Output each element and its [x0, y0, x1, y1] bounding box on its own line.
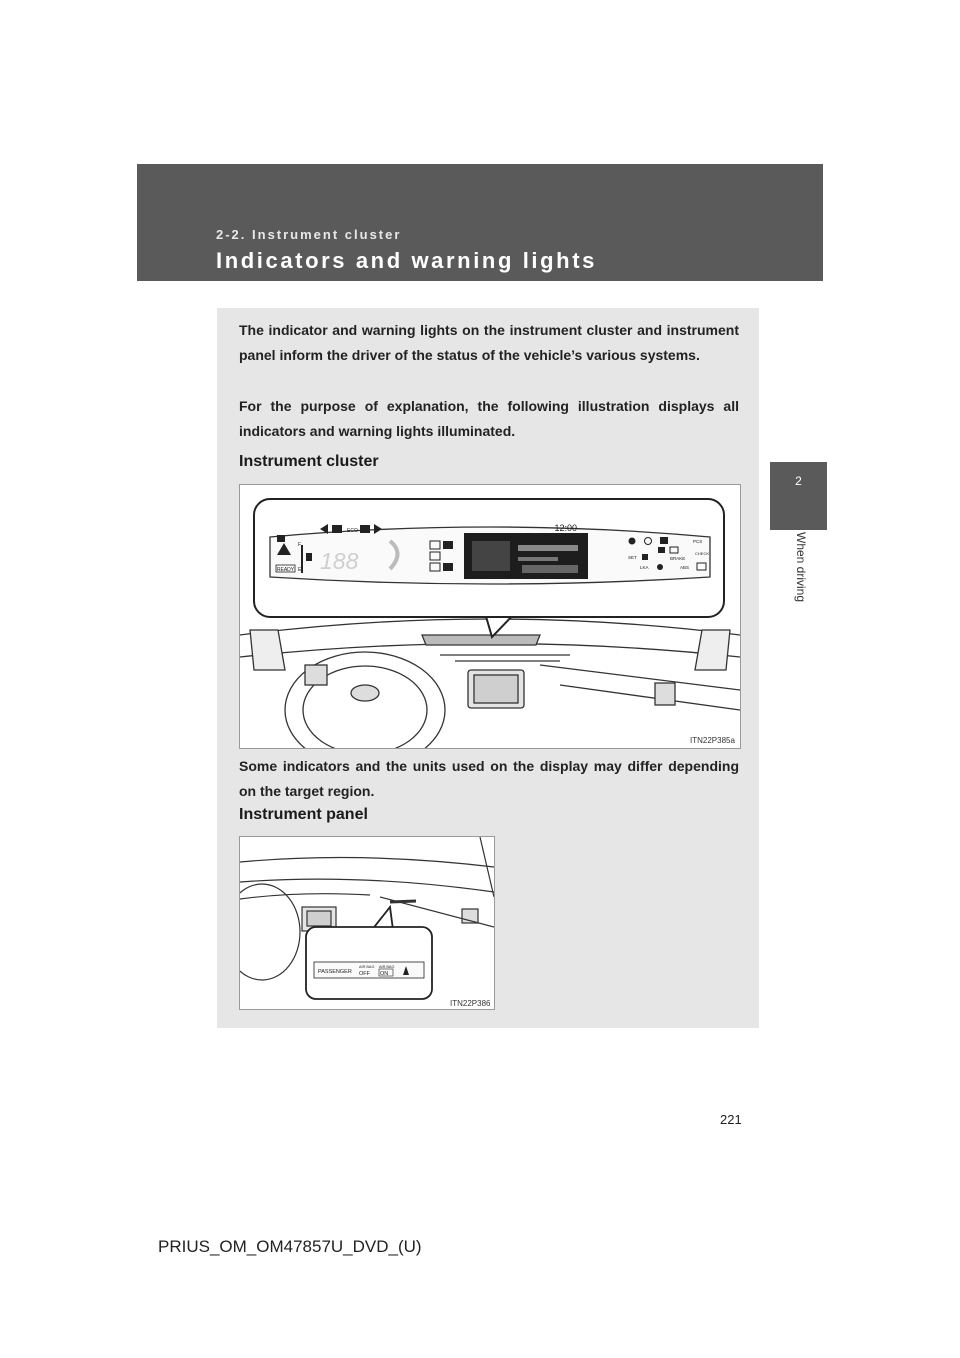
chapter-side-label-text: When driving — [794, 532, 808, 603]
chapter-side-label — [790, 532, 810, 632]
page-number: 221 — [720, 1112, 742, 1127]
shift-b-indicator — [443, 563, 453, 571]
footer-code: PRIUS_OM_OM47857U_DVD_(U) — [158, 1237, 422, 1256]
ready-label: READY — [276, 567, 295, 573]
chapter-tab-number: 2 — [795, 474, 802, 488]
lka-label: LKA — [640, 565, 649, 570]
cluster-panel — [270, 523, 710, 584]
intro-paragraph-2: For the purpose of explanation, the following illustration displays all indicators and warning lights illuminated. — [239, 398, 739, 439]
panel-heading: Instrument panel — [239, 806, 368, 823]
panel-illustration — [240, 837, 494, 1009]
abs-label: ABS — [680, 565, 690, 570]
cluster-figure — [239, 484, 741, 749]
fog-light-icon — [660, 537, 668, 544]
fuel-empty-label: E — [298, 567, 302, 573]
power-mode-icon — [360, 525, 370, 533]
content-box — [217, 308, 759, 1028]
passenger-airbag-indicator — [314, 962, 424, 978]
shift-p-indicator — [443, 541, 453, 549]
fuel-full-label: F — [298, 542, 302, 548]
panel-figure-code: ITN22P386 — [450, 999, 491, 1008]
check-label: CHECK — [695, 551, 710, 556]
brake-label: BRAKE — [670, 556, 686, 561]
chapter-header — [137, 164, 823, 281]
passenger-label: PASSENGER — [318, 969, 352, 975]
airbag-off-label: OFF — [359, 971, 370, 977]
airbag-off-caption: AIR BAG — [359, 965, 375, 969]
fuel-pump-icon — [306, 553, 312, 561]
airbag-on-caption: AIR BAG — [379, 965, 395, 969]
region-note: Some indicators and the units used on the display may differ depending on the target region. — [239, 758, 739, 799]
speed-readout: 188 — [320, 548, 359, 574]
pcs-label: PCS — [693, 539, 703, 544]
dashboard-sketch — [240, 619, 740, 748]
cluster-heading: Instrument cluster — [239, 453, 379, 470]
airbag-warning-icon — [658, 547, 665, 553]
chapter-tab — [770, 462, 827, 530]
cluster-figure-code: ITN22P385a — [690, 736, 735, 745]
clock-readout: 12:00 — [554, 523, 577, 533]
airbag-on-label: ON — [380, 971, 389, 977]
seatbelt-icon — [277, 535, 285, 542]
eco-label: ECO — [347, 528, 358, 534]
section-label: 2-2. Instrument cluster — [216, 227, 402, 242]
headlight-icon — [629, 538, 636, 545]
cruise-icon — [642, 554, 648, 560]
set-label: SET — [628, 555, 637, 560]
slip-indicator-icon — [657, 564, 663, 570]
cluster-illustration — [240, 485, 740, 748]
intro-paragraph-1: The indicator and warning lights on the instrument cluster and instrument panel inform the driver of the status of the vehicle’s various systems. — [239, 322, 739, 363]
panel-figure — [239, 836, 495, 1010]
page-title: Indicators and warning lights — [216, 248, 597, 273]
ev-mode-icon — [332, 525, 342, 533]
